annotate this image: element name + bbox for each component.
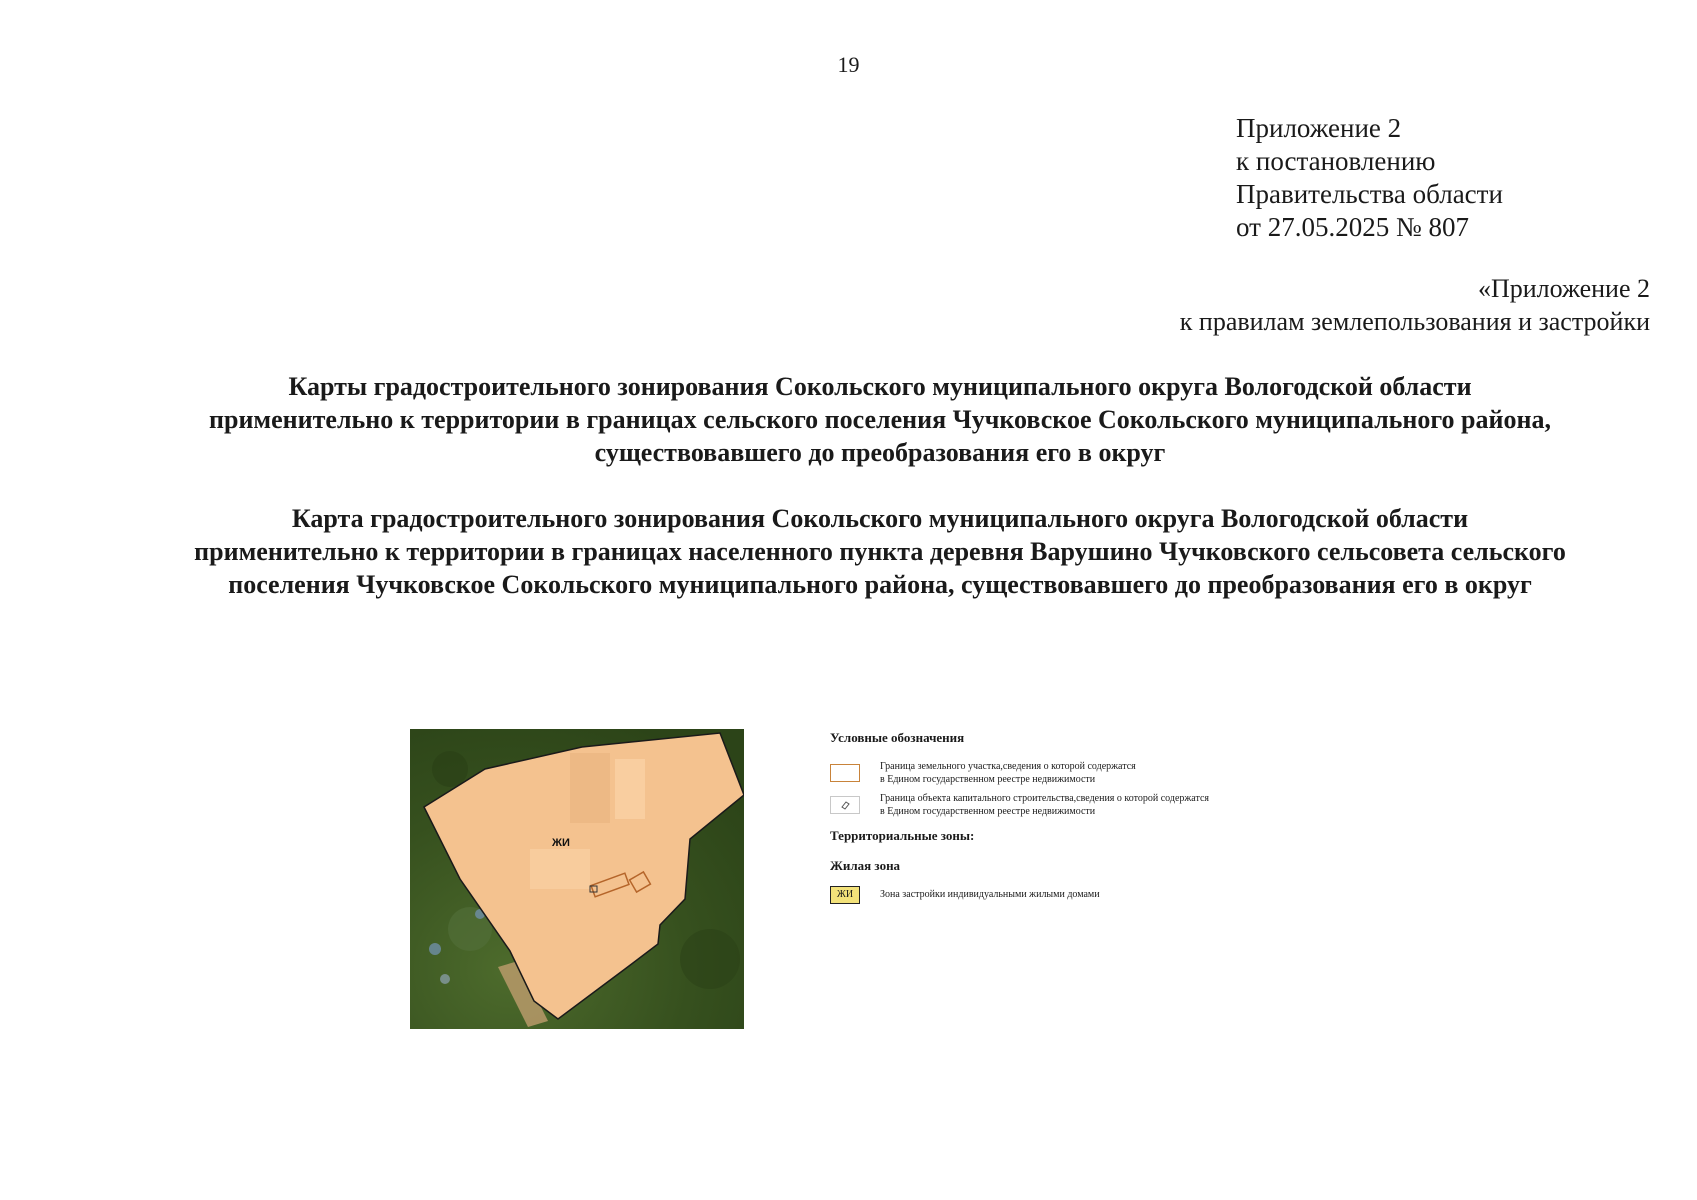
appendix-line: Правительства области <box>1236 179 1503 209</box>
legend-item-text <box>880 792 1209 818</box>
zone-shading <box>530 849 590 889</box>
map-title-line: применительно к территории в границах населенного пункта деревня Варушино Чучковского сельсовета сельского <box>194 537 1566 566</box>
appendix-line: к постановлению <box>1236 146 1436 176</box>
building-boundary-icon <box>830 796 860 814</box>
building-outline-glyph <box>831 797 859 813</box>
zone-shading <box>615 759 645 819</box>
appendix-line: от 27.05.2025 № 807 <box>1236 212 1469 242</box>
legend-item-line: Граница объекта капитального строительства,сведения о которой содержатся <box>880 793 1209 804</box>
main-title-line: применительно к территории в границах сельского поселения Чучковское Сокольского муниципального района, <box>209 405 1551 434</box>
legend-item-text <box>880 760 1136 786</box>
legend-item <box>830 790 1330 822</box>
roof-patch <box>440 974 450 984</box>
legend-item-line: в Едином государственном реестре недвижимости <box>880 774 1096 785</box>
zones-heading: Территориальные зоны: <box>830 828 975 843</box>
rules-appendix-line: к правилам землепользования и застройки <box>1179 307 1650 336</box>
legend-item-line: в Едином государственном реестре недвижимости <box>880 806 1096 817</box>
map-title-line: поселения Чучковское Сокольского муниципального района, существовавшего до преобразования его в округ <box>228 570 1532 599</box>
roof-patch <box>429 943 441 955</box>
zone-shading <box>570 753 610 823</box>
appendix-line: Приложение 2 <box>1236 113 1402 143</box>
legend-item-line: Граница земельного участка,сведения о которой содержатся <box>880 761 1136 772</box>
zoning-map-svg <box>410 729 744 1029</box>
legend-item <box>830 758 1330 790</box>
legend-heading: Условные обозначения <box>830 730 965 745</box>
main-title-line: Карты градостроительного зонирования Сокольского муниципального округа Вологодской области <box>288 372 1472 401</box>
zone-swatch: ЖИ <box>830 886 860 904</box>
map-legend <box>830 730 1330 914</box>
main-title <box>60 370 1697 469</box>
legend-zone-text: Зона застройки индивидуальными жилыми домами <box>880 889 1100 900</box>
zoning-map <box>410 729 744 1029</box>
main-title-line: существовавшего до преобразования его в округ <box>594 438 1166 467</box>
map-title <box>60 502 1697 601</box>
rules-appendix-line: «Приложение 2 <box>1477 274 1650 303</box>
terrain-patch <box>680 929 740 989</box>
map-title-line: Карта градостроительного зонирования Сокольского муниципального округа Вологодской области <box>291 504 1469 533</box>
zone-code-label: ЖИ <box>552 837 570 849</box>
residential-zone-heading: Жилая зона <box>830 858 901 873</box>
legend-zone-item <box>830 882 1330 914</box>
appendix-block <box>1236 112 1503 244</box>
parcel-boundary-icon <box>830 764 860 782</box>
rules-appendix-block <box>1180 272 1650 338</box>
page-number: 19 <box>837 52 860 77</box>
terrain-patch <box>432 751 468 787</box>
